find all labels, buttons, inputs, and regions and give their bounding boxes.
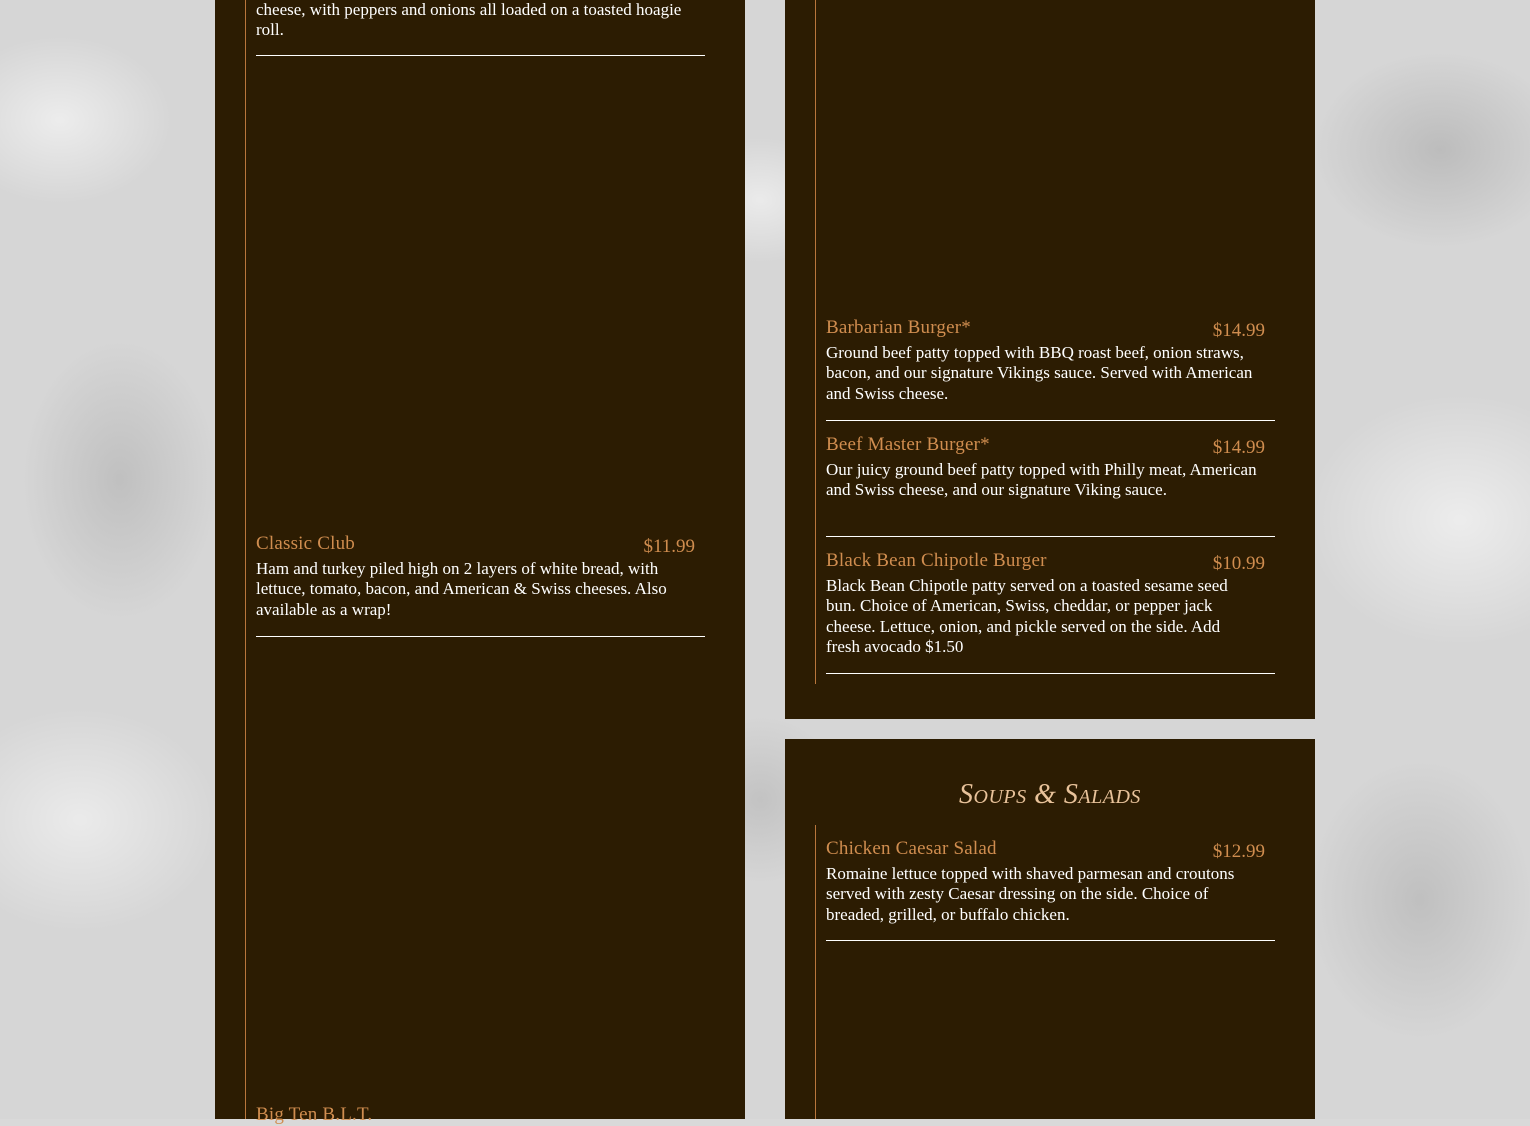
menu-item-name: Barbarian Burger*	[826, 317, 971, 338]
item-divider	[256, 55, 705, 56]
menu-item-name: Chicken Caesar Salad	[826, 838, 997, 859]
section-title: Soups & Salads	[959, 779, 1141, 810]
menu-item-price: $12.99	[1212, 841, 1265, 862]
menu-item-beef-master-burger	[826, 434, 1275, 538]
menu-item-name: Classic Club	[256, 533, 355, 554]
item-divider	[826, 940, 1275, 941]
sandwiches-panel	[215, 0, 745, 1125]
item-divider	[826, 673, 1275, 674]
menu-item-description: Romaine lettuce topped with shaved parmesan and croutons served with zesty Caesar dressing on the side. Choice of breaded, grilled, or buffalo chicken.	[826, 864, 1235, 924]
menu-item-partial	[256, 0, 705, 56]
menu-item-description: cheese, with peppers and onions all loaded on a toasted hoagie roll.	[256, 0, 682, 40]
menu-item-description: Ground beef patty topped with BBQ roast beef, onion straws, bacon, and our signature Vikings sauce. Served with American and Swiss cheese.	[826, 343, 1253, 403]
menu-item-price: $11.99	[643, 536, 695, 557]
menu-item-name: Black Bean Chipotle Burger	[826, 550, 1047, 571]
panel-accent-line	[245, 0, 246, 1119]
menu-item-chicken-caesar-salad	[826, 838, 1275, 942]
menu-item-classic-club	[256, 533, 705, 637]
menu-item-price: $14.99	[1212, 437, 1265, 458]
panel-accent-line	[815, 825, 816, 1119]
menu-item-black-bean-chipotle-burger	[826, 550, 1275, 675]
menu-item-name: Big Ten B.L.T.	[256, 1104, 373, 1125]
soups-salads-panel	[785, 739, 1315, 1119]
menu-item-barbarian-burger	[826, 317, 1275, 421]
menu-item-description: Our juicy ground beef patty topped with Philly meat, American and Swiss cheese, and our signature Viking sauce.	[826, 460, 1257, 500]
panel-accent-line	[815, 0, 816, 684]
menu-item-description: Ham and turkey piled high on 2 layers of white bread, with lettuce, tomato, bacon, and American & Swiss cheeses. Also available as a wrap!	[256, 559, 667, 619]
menu-item-description: Black Bean Chipotle patty served on a toasted sesame seed bun. Choice of American, Swiss, cheddar, or pepper jack cheese. Lettuce, onion, and pickle served on the side. Add fresh avocado $1.50	[826, 576, 1228, 656]
item-divider	[256, 636, 705, 637]
menu-item-cut	[256, 1104, 705, 1124]
menu-item-price: $10.99	[1212, 553, 1265, 574]
item-divider	[826, 536, 1275, 537]
item-divider	[826, 420, 1275, 421]
burgers-panel	[785, 0, 1315, 719]
menu-item-name: Beef Master Burger*	[826, 434, 990, 455]
menu-item-price: $14.99	[1212, 320, 1265, 341]
